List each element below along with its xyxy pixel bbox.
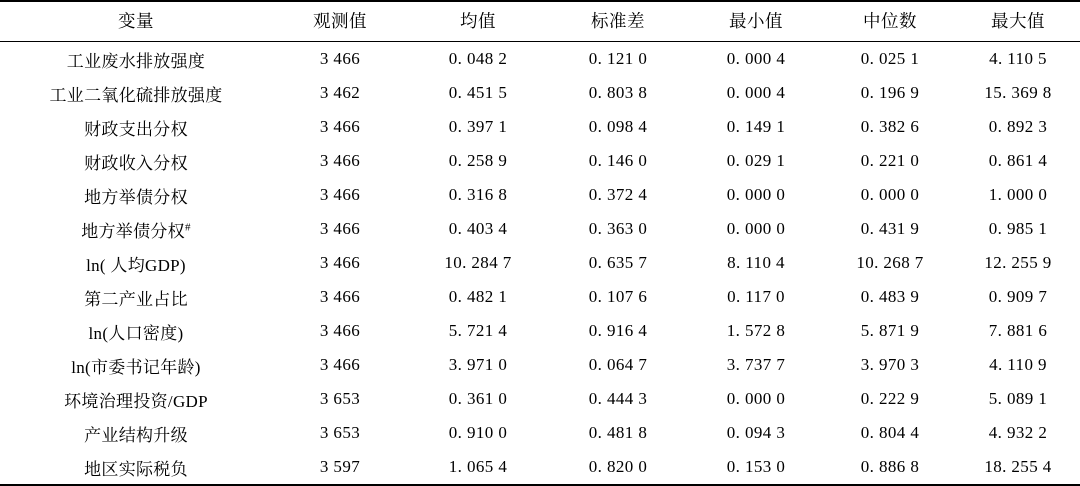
- value-cell: 0. 146 0: [588, 151, 648, 170]
- value-cell: 0. 635 7: [588, 253, 648, 272]
- table-row: [0, 246, 1080, 280]
- value-cell: 0. 916 4: [588, 321, 648, 340]
- variable-name-cell: 产业结构升级: [84, 425, 188, 445]
- value-cell: 0. 431 9: [860, 219, 920, 238]
- value-cell: 0. 451 5: [448, 83, 508, 102]
- value-cell: 0. 397 1: [448, 117, 508, 136]
- value-cell: 3 466: [319, 49, 361, 68]
- value-cell: 1. 065 4: [448, 457, 508, 476]
- value-cell: 12. 255 9: [984, 253, 1052, 272]
- column-header-max: 最大值: [991, 11, 1045, 31]
- value-cell: 0. 382 6: [860, 117, 920, 136]
- table-row: [0, 416, 1080, 450]
- value-cell: 0. 221 0: [860, 151, 920, 170]
- value-cell: 3 466: [319, 117, 361, 136]
- value-cell: 0. 000 0: [726, 219, 786, 238]
- value-cell: 10. 284 7: [444, 253, 512, 272]
- value-cell: 0. 048 2: [448, 49, 508, 68]
- value-cell: 0. 361 0: [448, 389, 508, 408]
- value-cell: 1. 572 8: [726, 321, 786, 340]
- variable-name-cell: 地方举债分权#: [81, 220, 191, 241]
- value-cell: 0. 910 0: [448, 423, 508, 442]
- variable-name-cell: 地区实际税负: [84, 459, 188, 479]
- value-cell: 0. 000 0: [726, 389, 786, 408]
- value-cell: 0. 222 9: [860, 389, 920, 408]
- footnote-marker: #: [185, 220, 191, 233]
- variable-name-cell: 财政收入分权: [84, 153, 188, 173]
- value-cell: 3 597: [319, 457, 361, 476]
- value-cell: 0. 153 0: [726, 457, 786, 476]
- column-header-mean: 均值: [460, 11, 496, 31]
- value-cell: 7. 881 6: [988, 321, 1048, 340]
- value-cell: 3 466: [319, 253, 361, 272]
- value-cell: 0. 107 6: [588, 287, 648, 306]
- value-cell: 3 466: [319, 355, 361, 374]
- value-cell: 3. 970 3: [860, 355, 920, 374]
- value-cell: 4. 110 5: [989, 49, 1047, 68]
- value-cell: 0. 196 9: [860, 83, 920, 102]
- table-row: [0, 212, 1080, 246]
- table-header-row: [0, 1, 1080, 42]
- value-cell: 0. 892 3: [988, 117, 1048, 136]
- table-row: [0, 382, 1080, 416]
- value-cell: 0. 000 0: [860, 185, 920, 204]
- value-cell: 3 653: [319, 389, 361, 408]
- value-cell: 0. 121 0: [588, 49, 648, 68]
- value-cell: 0. 316 8: [448, 185, 508, 204]
- variable-name-cell: ln( 人均GDP): [86, 255, 186, 275]
- variable-name-cell: ln(人口密度): [88, 323, 184, 343]
- value-cell: 0. 000 4: [726, 83, 786, 102]
- value-cell: 3 466: [319, 185, 361, 204]
- table-header: [0, 1, 1080, 42]
- value-cell: 0. 909 7: [988, 287, 1048, 306]
- value-cell: 0. 444 3: [588, 389, 648, 408]
- value-cell: 0. 025 1: [860, 49, 920, 68]
- value-cell: 15. 369 8: [984, 83, 1052, 102]
- value-cell: 0. 820 0: [588, 457, 648, 476]
- value-cell: 4. 110 9: [989, 355, 1047, 374]
- value-cell: 18. 255 4: [984, 457, 1052, 476]
- variable-name-cell: ln(市委书记年龄): [71, 357, 201, 377]
- value-cell: 0. 985 1: [988, 219, 1048, 238]
- value-cell: 0. 483 9: [860, 287, 920, 306]
- value-cell: 3 653: [319, 423, 361, 442]
- variable-name-cell: 工业二氧化硫排放强度: [49, 85, 223, 105]
- value-cell: 0. 094 3: [726, 423, 786, 442]
- table-body: [0, 42, 1080, 486]
- value-cell: 0. 000 4: [726, 49, 786, 68]
- variable-name-cell: 第二产业占比: [84, 289, 188, 309]
- table-row: [0, 42, 1080, 77]
- value-cell: 0. 029 1: [726, 151, 786, 170]
- column-header-observations: 观测值: [313, 11, 367, 31]
- variable-name-cell: 地方举债分权: [84, 187, 188, 207]
- value-cell: 0. 886 8: [860, 457, 920, 476]
- value-cell: 3 466: [319, 219, 361, 238]
- table-row: [0, 314, 1080, 348]
- value-cell: 0. 117 0: [727, 287, 785, 306]
- value-cell: 10. 268 7: [856, 253, 924, 272]
- value-cell: 0. 403 4: [448, 219, 508, 238]
- table-row: [0, 348, 1080, 382]
- value-cell: 5. 721 4: [448, 321, 508, 340]
- value-cell: 8. 110 4: [727, 253, 785, 272]
- value-cell: 3 466: [319, 151, 361, 170]
- table-row: [0, 144, 1080, 178]
- table-row: [0, 450, 1080, 485]
- value-cell: 0. 482 1: [448, 287, 508, 306]
- variable-name-cell: 财政支出分权: [84, 119, 188, 139]
- value-cell: 0. 372 4: [588, 185, 648, 204]
- table-row: [0, 280, 1080, 314]
- table-row: [0, 110, 1080, 144]
- value-cell: 3 462: [319, 83, 361, 102]
- table-row: [0, 76, 1080, 110]
- value-cell: 0. 258 9: [448, 151, 508, 170]
- value-cell: 4. 932 2: [988, 423, 1048, 442]
- column-header-median: 中位数: [863, 11, 917, 31]
- value-cell: 1. 000 0: [988, 185, 1048, 204]
- table-row: [0, 178, 1080, 212]
- value-cell: 0. 149 1: [726, 117, 786, 136]
- column-header-min: 最小值: [729, 11, 783, 31]
- value-cell: 3. 971 0: [448, 355, 508, 374]
- value-cell: 0. 804 4: [860, 423, 920, 442]
- value-cell: 0. 803 8: [588, 83, 648, 102]
- value-cell: 0. 000 0: [726, 185, 786, 204]
- value-cell: 3 466: [319, 287, 361, 306]
- value-cell: 0. 064 7: [588, 355, 648, 374]
- column-header-std-dev: 标准差: [591, 11, 645, 31]
- value-cell: 0. 363 0: [588, 219, 648, 238]
- value-cell: 5. 871 9: [860, 321, 920, 340]
- value-cell: 3 466: [319, 321, 361, 340]
- value-cell: 0. 098 4: [588, 117, 648, 136]
- variable-name-cell: 环境治理投资/GDP: [64, 391, 208, 411]
- value-cell: 5. 089 1: [988, 389, 1048, 408]
- value-cell: 0. 861 4: [988, 151, 1048, 170]
- value-cell: 3. 737 7: [726, 355, 786, 374]
- variable-name-cell: 工业废水排放强度: [66, 51, 206, 71]
- value-cell: 0. 481 8: [588, 423, 648, 442]
- column-header-variable: 变量: [118, 11, 154, 31]
